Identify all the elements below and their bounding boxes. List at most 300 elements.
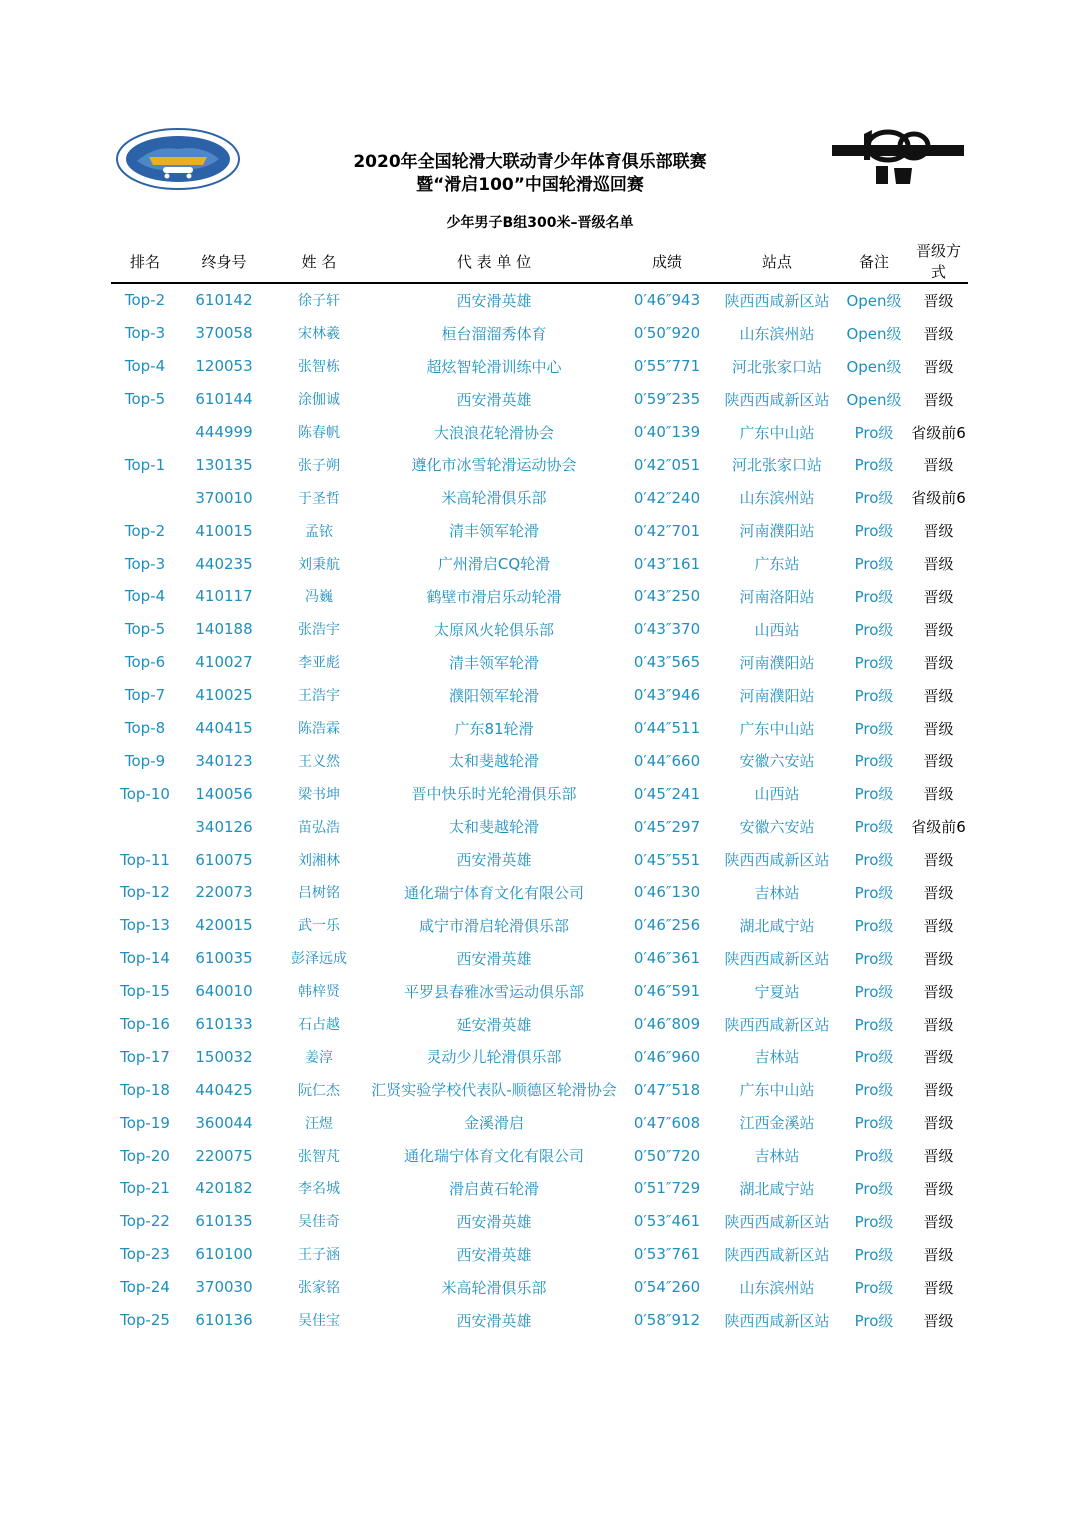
cell-member-id: 150032 xyxy=(195,1047,253,1066)
cell-member-id: 440415 xyxy=(195,719,253,738)
table-row xyxy=(111,613,968,646)
cell-result: 0′43″946 xyxy=(633,686,701,705)
cell-rank: Top-23 xyxy=(120,1245,170,1264)
cell-advance-method: 晋级 xyxy=(923,1048,954,1067)
cell-station: 陕西西咸新区站 xyxy=(724,851,830,870)
cell-station: 陕西西咸新区站 xyxy=(724,1311,830,1330)
cell-note: Pro级 xyxy=(854,1212,894,1231)
cell-team: 西安滑英雄 xyxy=(456,291,532,310)
table-row xyxy=(111,580,968,613)
cell-advance-method: 晋级 xyxy=(923,1015,954,1034)
cell-advance-method: 晋级 xyxy=(923,390,954,409)
cell-team: 广州滑启CQ轮滑 xyxy=(437,555,551,574)
cell-member-id: 220075 xyxy=(195,1146,253,1165)
cell-member-id: 610144 xyxy=(195,390,253,409)
column-header-station: 站点 xyxy=(715,240,839,283)
cell-rank: Top-4 xyxy=(124,587,166,606)
cell-member-id: 610135 xyxy=(195,1212,253,1231)
cell-member-id: 640010 xyxy=(195,982,253,1001)
cell-note: Pro级 xyxy=(854,949,894,968)
results-table xyxy=(111,240,968,1337)
cell-result: 0′50″720 xyxy=(633,1146,701,1165)
cell-note: Pro级 xyxy=(854,916,894,935)
cell-name: 彭泽远成 xyxy=(291,951,347,968)
cell-rank: Top-1 xyxy=(124,455,166,474)
cell-note: Pro级 xyxy=(854,423,894,442)
cell-station: 山西站 xyxy=(754,785,800,804)
cell-advance-method: 晋级 xyxy=(923,1212,954,1231)
cell-result: 0′40″139 xyxy=(633,423,701,441)
cell-name: 张智栋 xyxy=(298,359,340,376)
cell-advance-method: 晋级 xyxy=(923,587,954,606)
table-body xyxy=(111,283,968,1337)
cell-member-id: 370058 xyxy=(195,324,253,343)
cell-station: 河北张家口站 xyxy=(731,357,822,376)
cell-rank: Top-2 xyxy=(124,291,166,310)
table-header-row xyxy=(111,240,968,283)
cell-note: Pro级 xyxy=(854,456,894,475)
cell-team: 米高轮滑俱乐部 xyxy=(441,1278,547,1297)
cell-advance-method: 晋级 xyxy=(923,752,954,771)
cell-name: 张子朔 xyxy=(298,457,340,474)
cell-advance-method: 晋级 xyxy=(923,291,954,310)
column-header-name: 姓 名 xyxy=(269,240,369,283)
cell-member-id: 420182 xyxy=(195,1179,253,1198)
cell-name: 苗弘浩 xyxy=(298,819,340,836)
table-row xyxy=(111,876,968,909)
column-header-member-id: 终身号 xyxy=(179,240,269,283)
table-row xyxy=(111,975,968,1008)
cell-team: 金溪滑启 xyxy=(463,1114,524,1133)
table-row xyxy=(111,810,968,843)
cell-rank: Top-18 xyxy=(120,1080,170,1099)
cell-rank: Top-2 xyxy=(124,521,166,540)
cell-note: Open级 xyxy=(846,357,902,376)
cell-name: 汪煜 xyxy=(305,1115,333,1132)
cell-advance-method: 晋级 xyxy=(923,883,954,902)
cell-advance-method: 晋级 xyxy=(923,1114,954,1133)
cell-result: 0′46″361 xyxy=(633,949,701,968)
column-header-result: 成绩 xyxy=(619,240,715,283)
cell-station: 广东中山站 xyxy=(739,719,815,738)
cell-name: 王义然 xyxy=(298,753,340,770)
association-logo xyxy=(115,127,241,191)
table-row xyxy=(111,646,968,679)
cell-rank: Top-24 xyxy=(120,1278,170,1297)
table-row xyxy=(111,1238,968,1271)
cell-name: 张浩宇 xyxy=(298,622,340,639)
cell-advance-method: 晋级 xyxy=(923,324,954,343)
cell-rank: Top-9 xyxy=(124,751,166,770)
cell-member-id: 410015 xyxy=(195,521,253,540)
list-title: 少年男子B组300米–晋级名单 xyxy=(446,215,634,231)
cell-rank xyxy=(111,416,179,449)
cell-advance-method: 晋级 xyxy=(923,1081,954,1100)
table-row xyxy=(111,416,968,449)
cell-rank: Top-3 xyxy=(124,324,166,343)
cell-advance-method: 晋级 xyxy=(923,555,954,574)
cell-station: 吉林站 xyxy=(754,1147,800,1166)
cell-station: 宁夏站 xyxy=(754,982,800,1001)
cell-result: 0′45″551 xyxy=(633,850,701,869)
cell-name: 吴佳奇 xyxy=(298,1214,340,1231)
cell-note: Open级 xyxy=(846,390,902,409)
cell-station: 河南洛阳站 xyxy=(739,587,815,606)
cell-note: Pro级 xyxy=(854,620,894,639)
cell-result: 0′50″920 xyxy=(633,324,701,343)
cell-rank: Top-13 xyxy=(120,916,170,935)
cell-rank: Top-19 xyxy=(120,1113,170,1132)
cell-note: Pro级 xyxy=(854,1245,894,1264)
table-row xyxy=(111,909,968,942)
cell-member-id: 370010 xyxy=(195,488,253,507)
cell-member-id: 420015 xyxy=(195,916,253,935)
cell-name: 王子涵 xyxy=(298,1247,340,1264)
cell-name: 涂伽诚 xyxy=(298,392,340,409)
table-row xyxy=(111,777,968,810)
cell-note: Pro级 xyxy=(854,1048,894,1067)
cell-rank: Top-16 xyxy=(120,1015,170,1034)
cell-station: 陕西西咸新区站 xyxy=(724,1245,830,1264)
cell-station: 河南濮阳站 xyxy=(739,653,815,672)
table-row xyxy=(111,1304,968,1337)
cell-team: 清丰领军轮滑 xyxy=(448,522,539,541)
table-row xyxy=(111,1172,968,1205)
table-row xyxy=(111,942,968,975)
cell-rank: Top-7 xyxy=(124,686,166,705)
cell-member-id: 610035 xyxy=(195,949,253,968)
cell-member-id: 140056 xyxy=(195,784,253,803)
cell-note: Pro级 xyxy=(854,1179,894,1198)
cell-team: 西安滑英雄 xyxy=(456,851,532,870)
cell-advance-method: 晋级 xyxy=(923,916,954,935)
cell-result: 0′59″235 xyxy=(633,390,701,409)
cell-team: 超炫智轮滑训练中心 xyxy=(426,357,562,376)
cell-name: 姜淳 xyxy=(305,1049,333,1066)
cell-rank xyxy=(111,810,179,843)
table-row xyxy=(111,843,968,876)
cell-member-id: 340126 xyxy=(195,817,253,836)
cell-result: 0′47″518 xyxy=(633,1080,701,1099)
cell-team: 晋中快乐时光轮滑俱乐部 xyxy=(411,785,577,804)
cell-team: 灵动少儿轮滑俱乐部 xyxy=(426,1048,562,1067)
cell-station: 山东滨州站 xyxy=(739,1278,815,1297)
cell-advance-method: 晋级 xyxy=(923,785,954,804)
cell-advance-method: 晋级 xyxy=(923,357,954,376)
cell-member-id: 610100 xyxy=(195,1245,253,1264)
cell-result: 0′43″161 xyxy=(633,554,701,573)
table-row xyxy=(111,712,968,745)
cell-station: 陕西西咸新区站 xyxy=(724,291,830,310)
document-subtitle-line: 暨“滑启100”中国轮滑巡回赛 xyxy=(416,175,644,195)
cell-name: 徐子轩 xyxy=(298,293,340,310)
cell-name: 宋林羲 xyxy=(298,326,340,343)
cell-result: 0′42″051 xyxy=(633,455,701,474)
cell-team: 通化瑞宁体育文化有限公司 xyxy=(403,883,584,902)
cell-team: 鹤壁市滑启乐动轮滑 xyxy=(426,587,562,606)
cell-team: 桓台溜溜秀体育 xyxy=(441,324,547,343)
cell-team: 米高轮滑俱乐部 xyxy=(441,489,547,508)
cell-team: 西安滑英雄 xyxy=(456,1245,532,1264)
cell-name: 张智芃 xyxy=(298,1148,340,1165)
cell-name: 李亚彪 xyxy=(298,655,340,672)
cell-rank: Top-21 xyxy=(120,1179,170,1198)
cell-result: 0′55″771 xyxy=(633,357,701,376)
column-header-rank: 排名 xyxy=(111,240,179,283)
table-row xyxy=(111,1205,968,1238)
table-row xyxy=(111,448,968,481)
cell-advance-method: 晋级 xyxy=(923,982,954,1001)
cell-member-id: 444999 xyxy=(195,423,253,441)
cell-rank: Top-25 xyxy=(120,1311,170,1330)
table-row xyxy=(111,1139,968,1172)
cell-station: 广东中山站 xyxy=(739,423,815,442)
cell-member-id: 610136 xyxy=(195,1311,253,1330)
cell-advance-method: 晋级 xyxy=(923,522,954,541)
cell-name: 吕树铭 xyxy=(298,885,340,902)
cell-member-id: 610075 xyxy=(195,850,253,869)
column-header-advance-method: 晋级方式 xyxy=(909,240,968,283)
cell-advance-method: 晋级 xyxy=(923,1179,954,1198)
cell-team: 汇贤实验学校代表队-顺德区轮滑协会 xyxy=(371,1081,617,1100)
cell-rank: Top-10 xyxy=(120,784,170,803)
cell-member-id: 120053 xyxy=(195,357,253,376)
cell-member-id: 440235 xyxy=(195,554,253,573)
cell-result: 0′51″729 xyxy=(633,1179,701,1198)
cell-result: 0′46″256 xyxy=(633,916,701,935)
cell-note: Pro级 xyxy=(854,719,894,738)
cell-result: 0′43″370 xyxy=(633,620,701,639)
cell-result: 0′44″511 xyxy=(633,719,701,738)
cell-station: 山东滨州站 xyxy=(739,489,815,508)
cell-name: 王浩宇 xyxy=(298,688,340,705)
cell-station: 山东滨州站 xyxy=(739,324,815,343)
table-row xyxy=(111,481,968,514)
cell-station: 吉林站 xyxy=(754,1048,800,1067)
cell-team: 西安滑英雄 xyxy=(456,390,532,409)
cell-team: 太和斐越轮滑 xyxy=(448,818,539,837)
cell-name: 冯巍 xyxy=(305,589,333,606)
cell-advance-method: 省级前6 xyxy=(911,423,966,442)
cell-name: 张家铭 xyxy=(298,1280,340,1297)
table-row xyxy=(111,317,968,350)
cell-note: Pro级 xyxy=(854,752,894,771)
cell-team: 濮阳领军轮滑 xyxy=(448,686,539,705)
cell-note: Pro级 xyxy=(854,1081,894,1100)
cell-result: 0′45″241 xyxy=(633,784,701,803)
cell-member-id: 410027 xyxy=(195,653,253,672)
cell-advance-method: 晋级 xyxy=(923,653,954,672)
cell-note: Pro级 xyxy=(854,489,894,508)
table-row xyxy=(111,1008,968,1041)
cell-name: 刘秉航 xyxy=(298,556,340,573)
cell-station: 山西站 xyxy=(754,620,800,639)
table-row xyxy=(111,383,968,416)
cell-team: 广东81轮滑 xyxy=(454,719,534,738)
cell-name: 李名城 xyxy=(298,1181,340,1198)
cell-rank: Top-11 xyxy=(120,850,170,869)
cell-rank: Top-20 xyxy=(120,1146,170,1165)
cell-rank: Top-17 xyxy=(120,1047,170,1066)
cell-team: 西安滑英雄 xyxy=(456,1311,532,1330)
cell-advance-method: 晋级 xyxy=(923,686,954,705)
cell-note: Pro级 xyxy=(854,686,894,705)
cell-result: 0′46″960 xyxy=(633,1047,701,1066)
cell-note: Pro级 xyxy=(854,555,894,574)
table-row xyxy=(111,1271,968,1304)
cell-result: 0′58″912 xyxy=(633,1311,701,1330)
cell-member-id: 360044 xyxy=(195,1113,253,1132)
cell-station: 河南濮阳站 xyxy=(739,686,815,705)
column-header-note: 备注 xyxy=(839,240,909,283)
cell-advance-method: 晋级 xyxy=(923,1147,954,1166)
cell-advance-method: 晋级 xyxy=(923,1278,954,1297)
cell-station: 安徽六安站 xyxy=(739,818,815,837)
cell-station: 湖北咸宁站 xyxy=(739,916,815,935)
cell-team: 平罗县春雅冰雪运动俱乐部 xyxy=(403,982,584,1001)
cell-station: 河北张家口站 xyxy=(731,456,822,475)
cell-note: Pro级 xyxy=(854,1311,894,1330)
cell-result: 0′46″943 xyxy=(633,291,701,310)
table-row xyxy=(111,514,968,547)
cell-note: Pro级 xyxy=(854,785,894,804)
cell-advance-method: 晋级 xyxy=(923,456,954,475)
cell-result: 0′42″240 xyxy=(633,488,701,507)
cell-note: Pro级 xyxy=(854,1114,894,1133)
cell-station: 吉林站 xyxy=(754,883,800,902)
cell-note: Pro级 xyxy=(854,522,894,541)
cell-member-id: 130135 xyxy=(195,455,253,474)
table-row xyxy=(111,1106,968,1139)
cell-result: 0′46″591 xyxy=(633,982,701,1001)
cell-station: 广东站 xyxy=(754,555,800,574)
document-title: 2020年全国轮滑大联动青少年体育俱乐部联赛 xyxy=(353,152,707,172)
cell-member-id: 610142 xyxy=(195,291,253,310)
cell-name: 吴佳宝 xyxy=(298,1313,340,1330)
cell-rank: Top-8 xyxy=(124,719,166,738)
column-header-team: 代 表 单 位 xyxy=(369,240,619,283)
cell-result: 0′46″809 xyxy=(633,1015,701,1034)
cell-rank: Top-22 xyxy=(120,1212,170,1231)
cell-name: 孟铱 xyxy=(305,523,333,540)
cell-name: 陈春帆 xyxy=(298,425,340,441)
cell-rank xyxy=(111,481,179,514)
skatstart-logo xyxy=(830,126,966,192)
cell-name: 韩梓贤 xyxy=(298,984,340,1001)
cell-result: 0′54″260 xyxy=(633,1278,701,1297)
cell-team: 通化瑞宁体育文化有限公司 xyxy=(403,1147,584,1166)
cell-note: Pro级 xyxy=(854,851,894,870)
cell-advance-method: 晋级 xyxy=(923,1311,954,1330)
cell-note: Pro级 xyxy=(854,653,894,672)
cell-advance-method: 晋级 xyxy=(923,719,954,738)
cell-team: 延安滑英雄 xyxy=(456,1015,532,1034)
table-row xyxy=(111,679,968,712)
cell-result: 0′53″461 xyxy=(633,1212,701,1231)
cell-team: 西安滑英雄 xyxy=(456,1212,532,1231)
cell-note: Pro级 xyxy=(854,587,894,606)
cell-name: 陈浩霖 xyxy=(298,721,340,738)
table-row xyxy=(111,350,968,383)
cell-advance-method: 省级前6 xyxy=(911,818,966,837)
cell-note: Pro级 xyxy=(854,982,894,1001)
cell-name: 武一乐 xyxy=(298,918,340,935)
cell-name: 刘湘林 xyxy=(298,852,340,869)
cell-team: 滑启黄石轮滑 xyxy=(448,1179,539,1198)
cell-rank: Top-12 xyxy=(120,883,170,902)
cell-rank: Top-5 xyxy=(124,390,166,409)
cell-note: Pro级 xyxy=(854,818,894,837)
cell-station: 江西金溪站 xyxy=(739,1114,815,1133)
cell-rank: Top-6 xyxy=(124,653,166,672)
cell-team: 清丰领军轮滑 xyxy=(448,653,539,672)
cell-station: 广东中山站 xyxy=(739,1081,815,1100)
cell-station: 河南濮阳站 xyxy=(739,522,815,541)
cell-result: 0′43″250 xyxy=(633,587,701,606)
cell-note: Open级 xyxy=(846,324,902,343)
cell-member-id: 610133 xyxy=(195,1015,253,1034)
cell-note: Pro级 xyxy=(854,1147,894,1166)
cell-station: 陕西西咸新区站 xyxy=(724,949,830,968)
cell-advance-method: 省级前6 xyxy=(911,489,966,508)
cell-team: 太原风火轮俱乐部 xyxy=(433,620,554,639)
cell-advance-method: 晋级 xyxy=(923,949,954,968)
cell-result: 0′42″701 xyxy=(633,521,701,540)
cell-member-id: 340123 xyxy=(195,751,253,770)
cell-team: 西安滑英雄 xyxy=(456,949,532,968)
cell-station: 陕西西咸新区站 xyxy=(724,390,830,409)
table-row xyxy=(111,1073,968,1106)
cell-station: 安徽六安站 xyxy=(739,752,815,771)
cell-station: 湖北咸宁站 xyxy=(739,1179,815,1198)
cell-member-id: 140188 xyxy=(195,620,253,639)
cell-note: Pro级 xyxy=(854,1278,894,1297)
cell-rank: Top-4 xyxy=(124,357,166,376)
cell-advance-method: 晋级 xyxy=(923,1245,954,1264)
cell-member-id: 370030 xyxy=(195,1278,253,1297)
cell-member-id: 220073 xyxy=(195,883,253,902)
cell-team: 咸宁市滑启轮滑俱乐部 xyxy=(418,916,569,935)
cell-advance-method: 晋级 xyxy=(923,620,954,639)
cell-rank: Top-5 xyxy=(124,620,166,639)
cell-rank: Top-3 xyxy=(124,554,166,573)
cell-result: 0′47″608 xyxy=(633,1113,701,1132)
cell-member-id: 440425 xyxy=(195,1080,253,1099)
table-row xyxy=(111,283,968,317)
cell-team: 大浪浪花轮滑协会 xyxy=(433,423,554,442)
cell-result: 0′46″130 xyxy=(633,883,701,902)
cell-team: 太和斐越轮滑 xyxy=(448,752,539,771)
cell-team: 遵化市冰雪轮滑运动协会 xyxy=(411,456,577,475)
cell-result: 0′45″297 xyxy=(633,817,701,836)
cell-member-id: 410117 xyxy=(195,587,253,606)
cell-rank: Top-15 xyxy=(120,982,170,1001)
cell-rank: Top-14 xyxy=(120,949,170,968)
table-row xyxy=(111,547,968,580)
cell-name: 于圣哲 xyxy=(298,490,340,507)
cell-note: Open级 xyxy=(846,291,902,310)
cell-result: 0′53″761 xyxy=(633,1245,701,1264)
cell-member-id: 410025 xyxy=(195,686,253,705)
cell-station: 陕西西咸新区站 xyxy=(724,1212,830,1231)
table-row xyxy=(111,1040,968,1073)
cell-station: 陕西西咸新区站 xyxy=(724,1015,830,1034)
table-row xyxy=(111,744,968,777)
cell-note: Pro级 xyxy=(854,883,894,902)
cell-name: 梁书坤 xyxy=(298,786,340,803)
cell-result: 0′43″565 xyxy=(633,653,701,672)
cell-result: 0′44″660 xyxy=(633,751,701,770)
